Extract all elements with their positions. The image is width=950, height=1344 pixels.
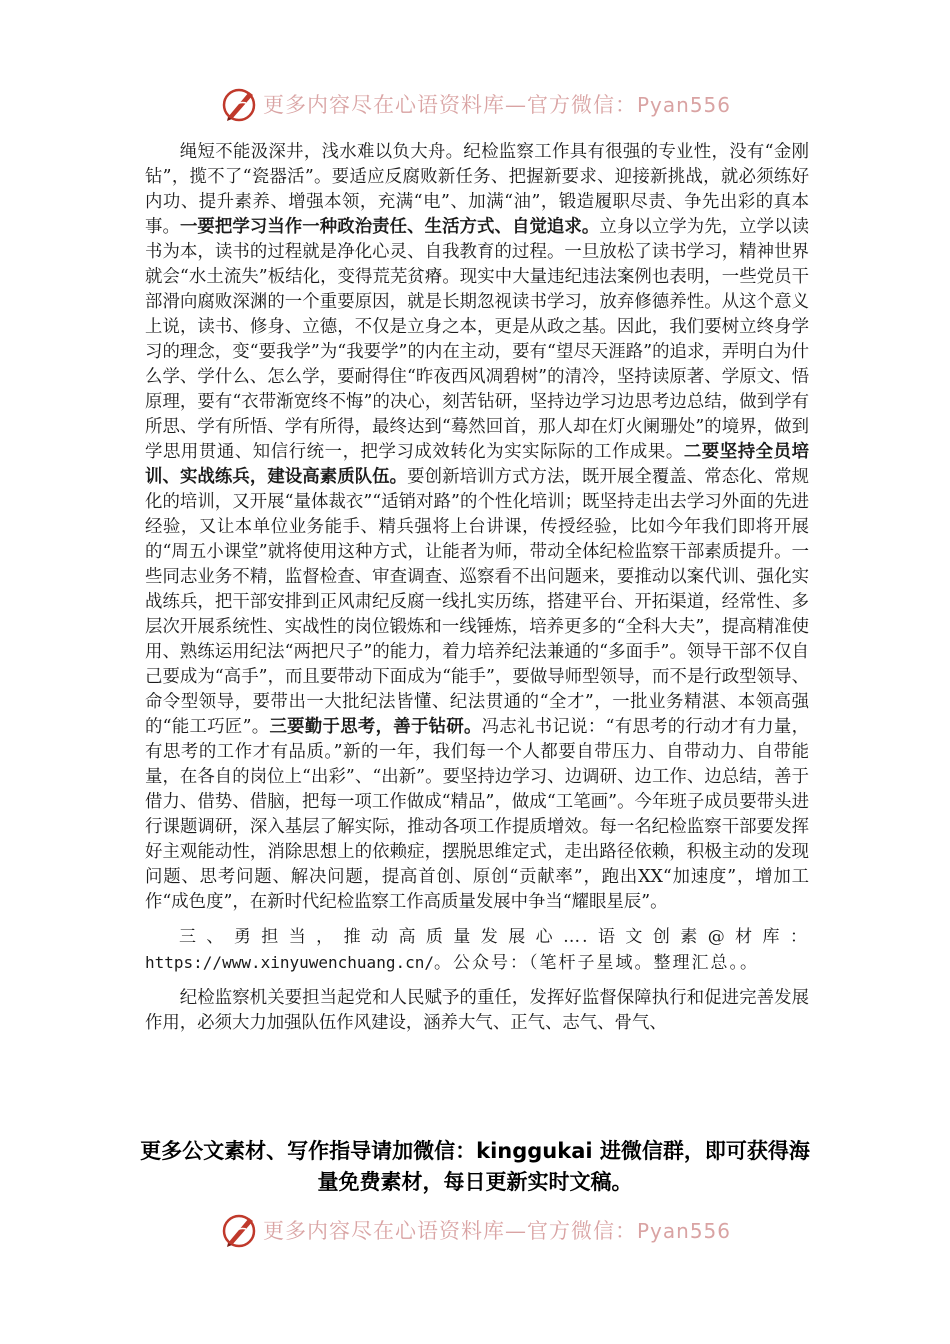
section-heading xyxy=(145,925,809,976)
heading-url: https://www.xinyuwenchuang.cn/ xyxy=(145,953,434,972)
header-banner-text: 更多内容尽在心语资料库—官方微信： xyxy=(262,93,637,117)
footer-banner xyxy=(0,1208,950,1252)
pen-logo-icon xyxy=(219,1210,259,1250)
para-text: 立身以立学为先，立学以读书为本，读书的过程就是净化心灵、自我教育的过程。一旦放松了读书学习，精神世界就会“水土流失”板结化，变得荒芜贫瘠。现实中大量违纪违法案例也表明，一些党员干部滑向腐败深渊的一个重要原因，就是长期忽视读书学习，放弃修德养性。从这个意义上说，读书、修身、立德，不仅是立身之本，更是从政之基。因此，我们要树立终身学习的理念，变“要我学”为“我要学”的内在主动，要有“望尽天涯路”的追求，弄明白为什么学、学什么、怎么学，要耐得住“昨夜西风凋碧树”的清冷，坚持读原著、学原文、悟原理，要有“衣带渐宽终不悔”的决心，刻苦钻研，坚持边学习边思考边总结，做到学有所思、学有所悟、学有所得，最终达到“蓦然回首，那人却在灯火阑珊处”的境界，做到学思用贯通、知信行统一，把学习成效转化为实实际际的工作成果。 xyxy=(145,217,809,462)
document-body xyxy=(145,140,809,1036)
paragraph-study xyxy=(145,140,809,915)
header-banner xyxy=(0,82,950,126)
header-wechat-id: Pyan556 xyxy=(636,93,731,117)
bold-point-one: 一要把学习当作一种政治责任、生活方式、自觉追求。 xyxy=(179,217,600,237)
para-text: 要创新培训方式方法，既开展全覆盖、常态化、常规化的培训，又开展“量体裁衣”“适销对路”的个性化培训；既坚持走出去学习外面的先进经验，又让本单位业务能手、精兵强将上台讲课，传授经验，比如今年我们即将开展的“周五小课堂”就将使用这种方式，让能者为师，带动全体纪检监察干部素质提升。一些同志业务不精，监督检查、审查调查、巡察看不出问题来，要推动以案代训、强化实战练兵，把干部安排到正风肃纪反腐一线扎实历练，搭建平台、开拓渠道，经常性、多层次开展系统性、实战性的岗位锻炼和一线锤炼，培养更多的“全科大夫”，提高精准使用、熟练运用纪法“两把尺子”的能力，着力培养纪法兼通的“多面手”。领导干部不仅自己要成为“高手”，而且要带动下面成为“能手”，要做导师型领导，而不是行政型领导、命令型领导，要带出一大批纪法皆懂、纪法贯通的“全才”，一批业务精湛、本领高强的“能工巧匠”。 xyxy=(145,467,809,737)
pen-logo-icon xyxy=(219,84,259,124)
para-text: 绳短不能汲深井，浅水难以负大舟。纪检监察工作具有很强的专业性，没有“金刚钻”，揽不了“瓷器活”。要适应反腐败新任务、把握新要求、迎接新挑战，就必须练好内功、提升素养、增强本领，充满“电”、加满“油”，锻造履职尽责、争先出彩的真本事。 xyxy=(145,142,809,237)
footer-wechat-id: Pyan556 xyxy=(636,1219,731,1243)
para-text: 冯志礼书记说：“有思考的行动才有力量，有思考的工作才有品质。”新的一年，我们每一个人都要自带压力、自带动力、自带能量，在各自的岗位上“出彩”、“出新”。要坚持边学习、边调研、边工作、边总结，善于借力、借势、借脑，把每一项工作做成“精品”，做成“工笔画”。今年班子成员要带头进行课题调研，深入基层了解实际，推动各项工作提质增效。每一名纪检监察干部要发挥好主观能动性，消除思想上的依赖症，摆脱思维定式，走出路径依赖，积极主动的发现问题、思考问题、解决问题，提高首创、原创“贡献率”，跑出XX“加速度”，增加工作“成色度”，在新时代纪检监察工作高质量发展中争当“耀眼星辰”。 xyxy=(145,717,809,912)
bold-point-two: 二要坚持全员培训、实战练兵，建设高素质队伍。 xyxy=(145,442,809,487)
ad-notice: 更多公文素材、写作指导请加微信：kinggukai 进微信群，即可获得海量免费素材，每日更新实时文稿。 xyxy=(140,1139,810,1194)
bold-point-three: 三要勤于思考，善于钻研。 xyxy=(269,717,482,737)
heading-tail: 。公众号：（笔杆子星域。整理汇总。。 xyxy=(433,953,759,973)
footer-banner-text: 更多内容尽在心语资料库—官方微信： xyxy=(262,1219,637,1243)
paragraph-responsibility: 纪检监察机关要担当起党和人民赋予的重任，发挥好监督保障执行和促进完善发展作用，必须大力加强队伍作风建设，涵养大气、正气、志气、骨气、 xyxy=(145,988,809,1033)
heading-text: 三、勇担当，推动高质量发展心….语文创素@材库： xyxy=(179,927,809,947)
